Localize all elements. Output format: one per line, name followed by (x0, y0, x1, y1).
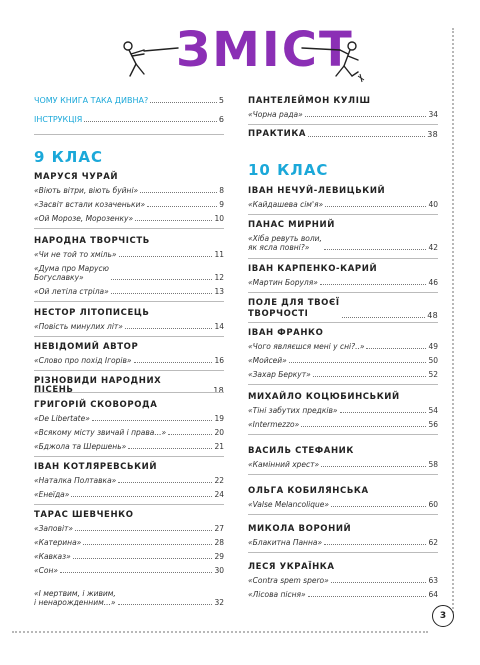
toc-entry[interactable]: «Тіні забутих предків» 54 (248, 406, 438, 415)
toc-entry[interactable]: «Кавказ» 29 (34, 552, 224, 561)
toc-entry[interactable]: «Чорна рада» 34 (248, 110, 438, 119)
author-heading: ІВАН НЕЧУЙ-ЛЕВИЦЬКИЙ (248, 186, 386, 196)
author-heading: ОЛЬГА КОБИЛЯНСЬКА (248, 486, 369, 496)
divider (34, 134, 224, 135)
author-heading: ПАНТЕЛЕЙМОН КУЛІШ (248, 96, 371, 106)
divider (248, 258, 438, 259)
toc-entry[interactable]: ЧОМУ КНИГА ТАКА ДИВНА? 5 (34, 96, 224, 105)
author-heading: ВАСИЛЬ СТЕФАНИК (248, 446, 354, 456)
decorative-dotted-line-horizontal (12, 631, 428, 633)
toc-entry[interactable]: ПРАКТИКА 38 (248, 129, 438, 139)
toc-entry[interactable]: «Ой летіла стріла» 13 (34, 287, 224, 296)
divider (248, 292, 438, 293)
toc-entry[interactable]: «Блакитна Панна» 62 (248, 538, 438, 547)
divider (248, 474, 438, 475)
toc-entry[interactable]: «Слово про похід Ігорів» 16 (34, 356, 224, 365)
divider (248, 434, 438, 435)
toc-entry[interactable]: «Кайдашева сім'я» 40 (248, 200, 438, 209)
divider (34, 504, 224, 505)
author-heading: ЛЕСЯ УКРАЇНКА (248, 562, 335, 572)
decorative-dotted-line-vertical (452, 28, 454, 613)
author-heading: ІВАН ФРАНКО (248, 328, 324, 338)
author-heading: МАРУСЯ ЧУРАЙ (34, 172, 119, 182)
stick-figure-right-illustration (300, 36, 370, 86)
toc-entry[interactable]: «Камінний хрест» 58 (248, 460, 438, 469)
toc-entry[interactable]: ІНСТРУКЦІЯ 6 (34, 115, 224, 124)
grade-10-heading: 10 КЛАС (248, 161, 329, 179)
toc-entry[interactable]: «Мойсей» 50 (248, 356, 438, 365)
divider (34, 301, 224, 302)
toc-entry[interactable]: «Наталка Полтавка» 22 (34, 476, 224, 485)
toc-entry[interactable]: «Катерина» 28 (34, 538, 224, 547)
divider (248, 514, 438, 515)
author-heading: ТАРАС ШЕВЧЕНКО (34, 510, 134, 520)
author-heading: ІВАН КОТЛЯРЕВСЬКИЙ (34, 462, 158, 472)
toc-entry[interactable]: «Бджола та Шершень» 21 (34, 442, 224, 451)
toc-entry[interactable]: «Intermezzo» 56 (248, 420, 438, 429)
toc-entry[interactable]: «Мартин Боруля» 46 (248, 278, 438, 287)
page-header (0, 0, 480, 95)
toc-entry[interactable]: «Чого являєшся мені у сні?..» 49 (248, 342, 438, 351)
divider (248, 124, 438, 125)
divider (34, 456, 224, 457)
page-title: ЗМІСТ (176, 22, 354, 78)
stick-figure-left-illustration (118, 36, 180, 82)
author-heading: НАРОДНА ТВОРЧІСТЬ (34, 236, 150, 246)
author-heading: МИКОЛА ВОРОНИЙ (248, 524, 352, 534)
toc-entry[interactable]: «Лісова пісня» 64 (248, 590, 438, 599)
author-heading: НЕСТОР ЛІТОПИСЕЦЬ (34, 308, 150, 318)
divider (34, 228, 224, 229)
author-heading: МИХАЙЛО КОЦЮБИНСЬКИЙ (248, 392, 400, 402)
divider (248, 384, 438, 385)
author-heading: ГРИГОРІЙ СКОВОРОДА (34, 400, 158, 410)
toc-entry[interactable]: «Сон» 30 (34, 566, 224, 575)
divider (248, 322, 438, 323)
toc-entry[interactable]: РІЗНОВИДИ НАРОДНИХ ПІСЕНЬ 18 (34, 376, 224, 395)
toc-entry[interactable]: «Засвіт встали козаченьки» 9 (34, 200, 224, 209)
toc-entry[interactable]: «Віють вітри, віють буйні» 8 (34, 186, 224, 195)
toc-entry[interactable]: «І мертвим, і живим, і ненарожденним...» 32 (34, 589, 224, 607)
toc-entry[interactable]: «Повість минулих літ» 14 (34, 322, 224, 331)
toc-entry[interactable]: «Енеїда» 24 (34, 490, 224, 499)
divider (34, 370, 224, 371)
toc-entry[interactable]: «Contra spem spero» 63 (248, 576, 438, 585)
author-heading: ІВАН КАРПЕНКО-КАРИЙ (248, 264, 378, 274)
divider (34, 336, 224, 337)
toc-entry[interactable]: «Хіба ревуть воли, як ясла повні?» 42 (248, 234, 438, 252)
toc-entry[interactable]: «Ой Морозе, Морозенку» 10 (34, 214, 224, 223)
author-heading: НЕВІДОМИЙ АВТОР (34, 342, 139, 352)
author-heading: ПАНАС МИРНИЙ (248, 220, 335, 230)
toc-entry[interactable]: ПОЛЕ ДЛЯ ТВОЄЇ ТВОРЧОСТІ 48 (248, 298, 438, 320)
page-number: 3 (432, 605, 454, 627)
toc-entry[interactable]: «Заповіт» 27 (34, 524, 224, 533)
divider (248, 214, 438, 215)
toc-entry[interactable]: «Дума про Марусю Богуславку» 12 (34, 264, 224, 282)
grade-9-heading: 9 КЛАС (34, 148, 103, 166)
toc-entry[interactable]: «Valse Melancolique» 60 (248, 500, 438, 509)
divider (248, 552, 438, 553)
toc-entry[interactable]: «Всякому місту звичай і права...» 20 (34, 428, 224, 437)
divider (34, 392, 224, 393)
toc-entry[interactable]: «De Libertate» 19 (34, 414, 224, 423)
toc-entry[interactable]: «Захар Беркут» 52 (248, 370, 438, 379)
toc-entry[interactable]: «Чи не той то хміль» 11 (34, 250, 224, 259)
